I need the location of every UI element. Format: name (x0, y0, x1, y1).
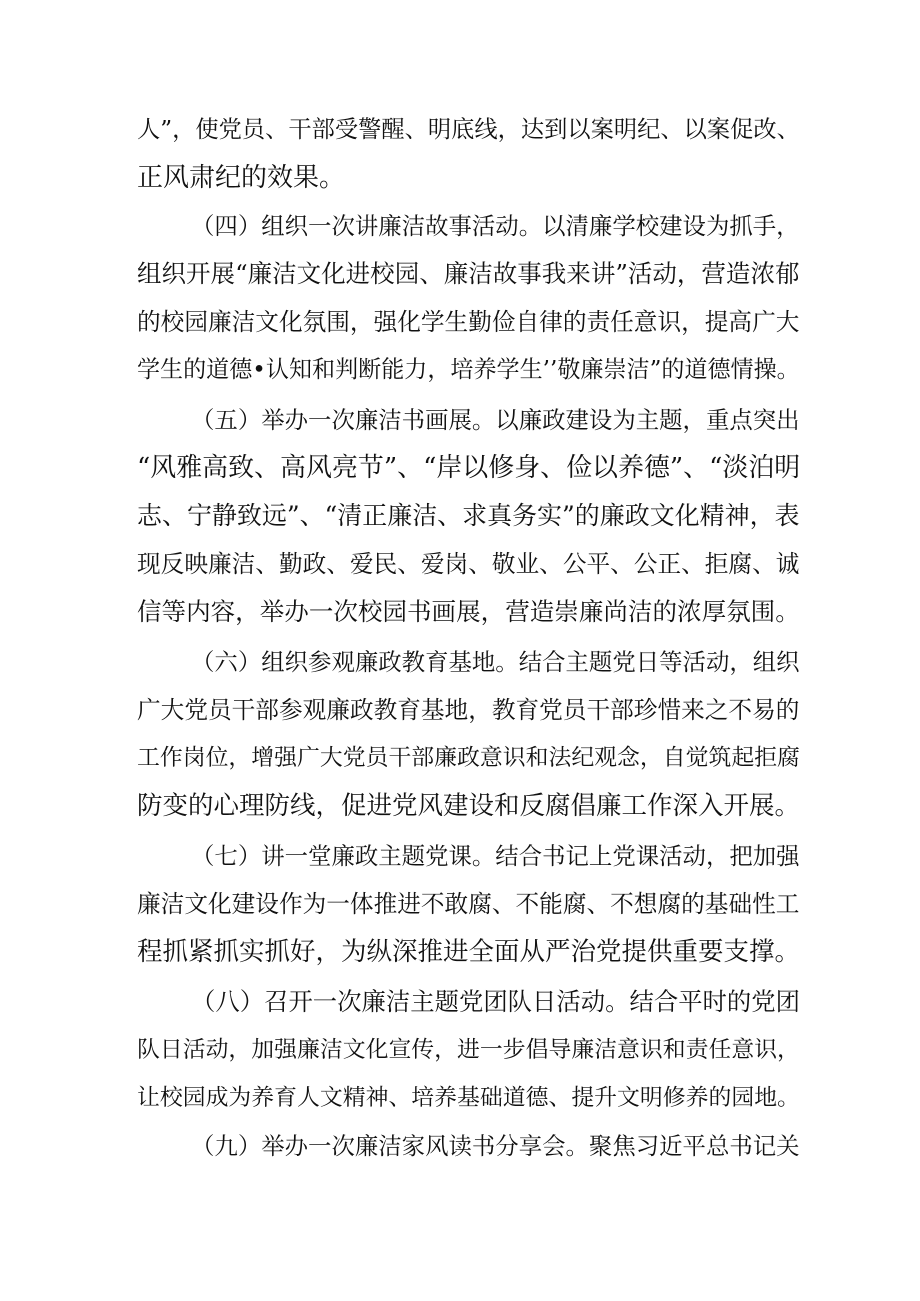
text-line: 正风肃纪的效果。 (137, 163, 346, 193)
text-line: 组织开展“廉洁文化进校园、廉洁故事我来讲”活动，营造浓郁 (137, 259, 800, 288)
text-line: 的校园廉洁文化氛围，强化学生勤俭自律的责任意识，提高广大 (137, 308, 800, 336)
text-line: 志、宁静致远”、“清正廉洁、求真务实”的廉政文化精神，表 (137, 501, 800, 530)
paragraph-heading-5: （五）举办一次廉洁书画展。以廉政建设为主题，重点突出 (191, 406, 800, 434)
text-line: 学生的道德•认知和判断能力，培养学生’’敬廉崇洁”的道德情操。 (137, 357, 800, 383)
paragraph-heading-8: （八）召开一次廉洁主题党团队日活动。结合平时的党团 (191, 987, 800, 1016)
paragraph-heading-4: （四）组织一次讲廉洁故事活动。以清廉学校建设为抓手， (191, 212, 800, 240)
paragraph-heading-7: （七）讲一堂廉政主题党课。结合书记上党课活动，把加强 (191, 842, 800, 870)
text-line: 让校园成为养育人文精神、培养基础道德、提升文明修养的园地。 (137, 1085, 800, 1111)
text-line: 工作岗位，增强广大党员干部廉政意识和法纪观念，自觉筑起拒腐 (137, 745, 800, 771)
text-line: 广大党员干部参观廉政教育基地，教育党员干部珍惜来之不易的 (137, 696, 800, 724)
text-line: 现反映廉洁、勤政、爱民、爱岗、敬业、公平、公正、拒腐、诚 (137, 550, 800, 578)
text-line: 廉洁文化建设作为一体推进不敢腐、不能腐、不想腐的基础性工 (137, 890, 800, 918)
text-line: 人”，使党员、干部受警醒、明底线，达到以案明纪、以案促改、 (137, 116, 800, 143)
text-line: 信等内容，举办一次校园书画展，营造崇廉尚洁的浓厚氛围。 (137, 597, 800, 626)
text-line: 防变的心理防线，促进党风建设和反腐倡廉工作深入开展。 (137, 791, 801, 821)
text-line: 程抓紧抓实抓好，为纵深推进全面从严治党提供重要支撑。 (137, 937, 801, 967)
text-line: “风雅高致、高风亮节”、“岸以修身、俭以养德”、“淡泊明 (137, 453, 801, 483)
text-line: 队日活动，加强廉洁文化宣传，进一步倡导廉洁意识和责任意识， (137, 1037, 800, 1063)
paragraph-heading-9: （九）举办一次廉洁家风读书分享会。聚焦习近平总书记关 (191, 1132, 800, 1160)
paragraph-heading-6: （六）组织参观廉政教育基地。结合主题党日等活动，组织 (191, 648, 800, 676)
